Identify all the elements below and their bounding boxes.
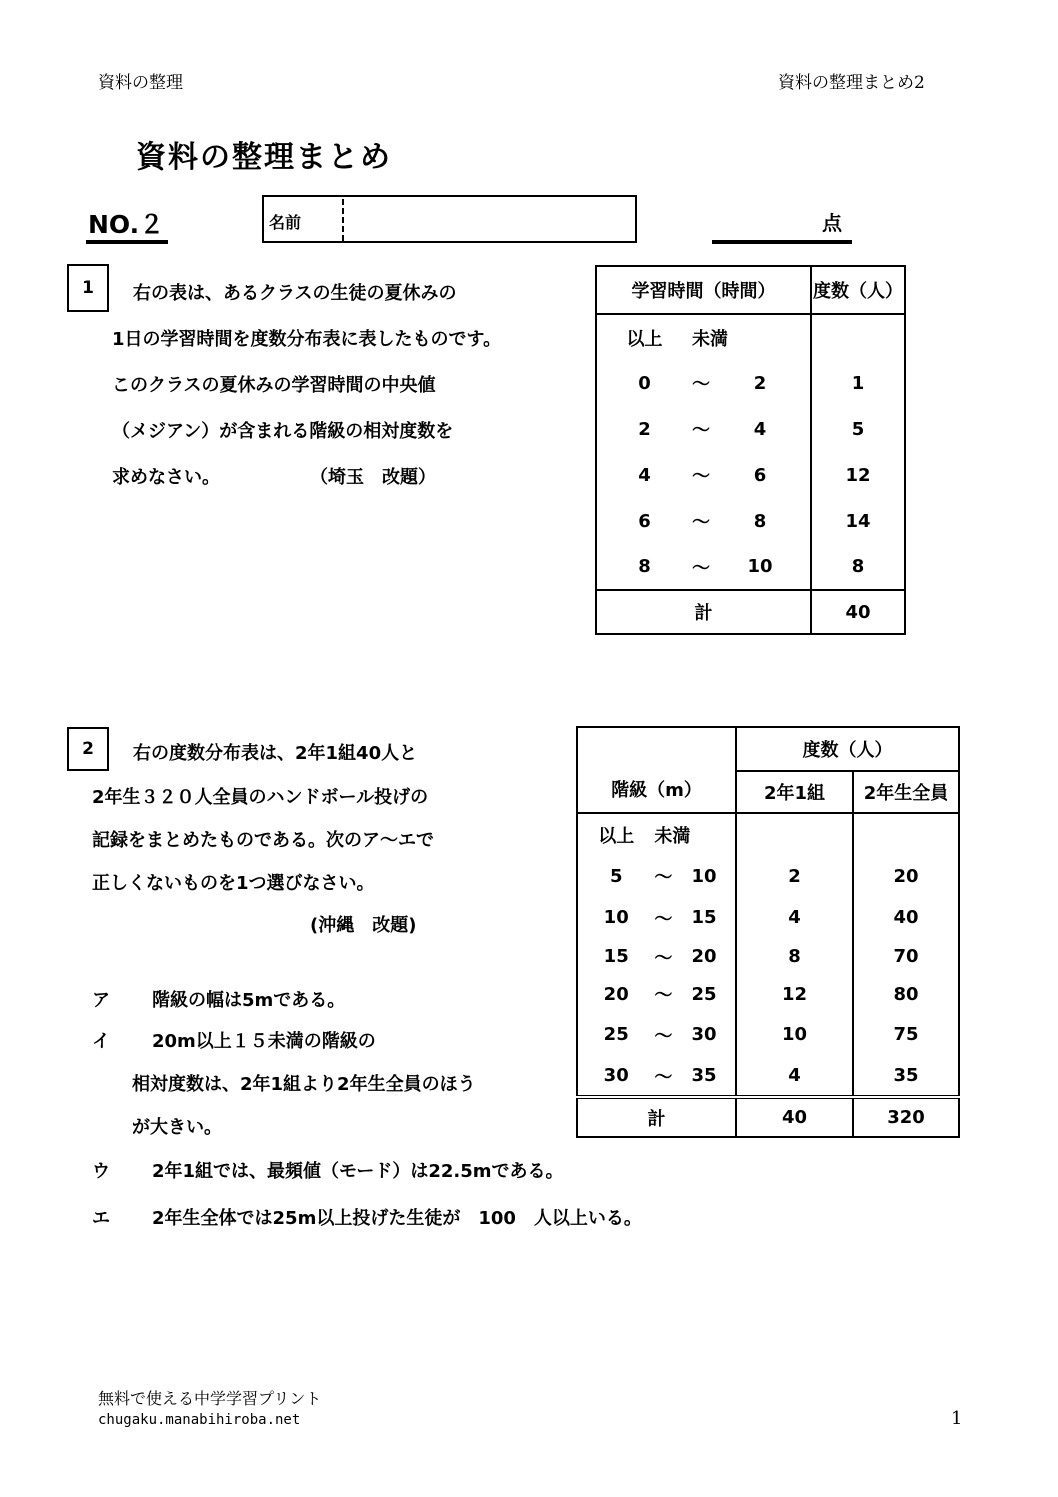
q2-source: (沖縄 改題) [310, 915, 417, 936]
q2-row-high: 25 [673, 975, 736, 1013]
q2-sub-high: 未満 [654, 813, 736, 855]
footer-text: 無料で使える中学学習プリント [98, 1389, 322, 1408]
q2-freq-header: 度数（人） [802, 740, 893, 761]
q1-row-tilde: ～ [692, 557, 710, 579]
q1-row-low: 6 [638, 510, 651, 532]
q1-row-high: 4 [710, 406, 811, 452]
q2-row-tilde: ～ [654, 1066, 673, 1088]
q2-total-b: 320 [887, 1107, 925, 1128]
name-divider [342, 199, 344, 241]
footer-url[interactable]: chugaku.manabihiroba.net [98, 1412, 301, 1428]
table-row [596, 406, 905, 452]
q2-option-text-i: 20m以上１５未満の階級の [152, 1031, 376, 1052]
q2-row-tilde: ～ [654, 908, 673, 930]
q1-row-tilde: ～ [692, 512, 710, 533]
table-row [596, 498, 905, 544]
q1-source: （埼玉 改題） [310, 467, 436, 488]
q1-row-freq: 1 [851, 372, 865, 394]
q2-option-label-u: ウ [92, 1161, 110, 1182]
q2-row-high: 30 [673, 1013, 736, 1056]
sheet-number-underline [86, 240, 168, 244]
q1-row-freq: 5 [851, 418, 865, 440]
q1-line-5: 求めなさい。 [112, 467, 220, 488]
q2-row-low: 30 [603, 1065, 629, 1086]
q1-row-freq: 8 [851, 556, 865, 577]
q1-col-freq-header: 度数（人） [813, 281, 903, 302]
table-row [577, 1056, 959, 1097]
table-row [577, 813, 959, 855]
q2-line-1: 右の度数分布表は、2年1組40人と [133, 743, 418, 764]
q1-row-high: 2 [710, 360, 811, 406]
q2-sub-low: 以上 [598, 825, 635, 847]
q1-total-label: 計 [596, 590, 811, 634]
q2-option-text-u: 2年1組では、最頻値（モード）は22.5mである。 [152, 1161, 564, 1182]
q2-row-tilde: ～ [654, 867, 673, 888]
q1-row-high: 6 [710, 452, 811, 498]
name-label: 名前 [269, 213, 302, 232]
q2-row-low: 20 [603, 983, 629, 1005]
q2-row-a: 10 [736, 1013, 853, 1056]
q1-row-low: 0 [638, 372, 651, 394]
q2-row-a: 12 [736, 975, 853, 1013]
score-underline [712, 240, 852, 244]
q2-total-label: 計 [577, 1097, 736, 1137]
header-right: 資料の整理まとめ2 [778, 73, 925, 93]
table-header-row [577, 727, 959, 771]
q2-row-tilde: ～ [654, 1025, 673, 1047]
page-number: 1 [951, 1408, 963, 1429]
table-row [577, 855, 959, 897]
q1-col-class-header: 学習時間（時間） [596, 266, 811, 314]
q2-col-a-header: 2年1組 [736, 771, 853, 813]
q1-row-high: 10 [710, 544, 811, 590]
table-row [596, 314, 905, 360]
question-2-number: 2 [67, 727, 109, 771]
sheet-number: NO.２ [88, 210, 165, 239]
q2-row-high: 35 [673, 1056, 736, 1097]
q1-row-tilde: ～ [692, 420, 710, 441]
q2-line-4: 正しくないものを1つ選びなさい。 [92, 873, 375, 894]
header-left: 資料の整理 [98, 73, 183, 93]
q2-row-a: 8 [736, 938, 853, 975]
table-row [577, 975, 959, 1013]
q2-row-low: 10 [603, 907, 629, 928]
q1-line-3: このクラスの夏休みの学習時間の中央値 [112, 375, 436, 396]
q2-option-label-i: イ [92, 1031, 110, 1052]
q2-row-b: 35 [893, 1065, 919, 1086]
q2-option-text-i-3: が大きい。 [132, 1117, 222, 1138]
q2-class-header: 階級（m） [577, 727, 736, 813]
q1-row-high: 8 [710, 498, 811, 544]
q2-frequency-table [576, 726, 960, 1138]
q2-row-high: 20 [673, 938, 736, 975]
table-row [596, 544, 905, 590]
q1-row-low: 2 [638, 418, 651, 440]
q2-sub-empty-a [736, 813, 853, 855]
q2-line-2: 2年生３２０人全員のハンドボール投げの [92, 787, 429, 808]
name-box [262, 195, 637, 243]
q1-line-1: 右の表は、あるクラスの生徒の夏休みの [133, 283, 457, 304]
q1-row-freq: 12 [845, 464, 871, 486]
q2-row-low: 15 [603, 946, 629, 967]
q2-option-text-a: 階級の幅は5mである。 [152, 990, 346, 1011]
q1-row-low: 8 [638, 556, 651, 577]
q1-row-tilde: ～ [692, 374, 710, 395]
table-total-row [596, 590, 905, 634]
q1-frequency-table [595, 265, 906, 635]
q1-sub-high: 未満 [692, 314, 811, 360]
q2-col-b-header: 2年生全員 [863, 783, 949, 804]
q1-row-tilde: ～ [692, 466, 710, 487]
page-title: 資料の整理まとめ [136, 140, 392, 175]
q2-row-low: 25 [603, 1024, 629, 1045]
name-field[interactable] [348, 199, 633, 241]
q1-sub-low: 以上 [626, 328, 663, 350]
score-label: 点 [822, 211, 842, 235]
q1-row-low: 4 [638, 464, 651, 486]
q2-row-high: 10 [673, 855, 736, 897]
q2-row-b: 75 [893, 1024, 919, 1045]
q2-row-tilde: ～ [654, 947, 673, 969]
table-header-row [596, 266, 905, 314]
q2-option-label-a: ア [92, 990, 110, 1011]
q2-option-label-e: エ [92, 1208, 110, 1229]
q2-row-b: 80 [893, 983, 919, 1005]
q2-line-3: 記録をまとめたものである。次のア～エで [92, 830, 434, 851]
q1-total-value: 40 [845, 601, 871, 623]
q2-row-a: 4 [736, 897, 853, 938]
q2-row-b: 20 [893, 865, 919, 887]
table-row [596, 452, 905, 498]
question-1-number: 1 [67, 264, 109, 312]
q2-option-text-i-2: 相対度数は、2年1組より2年生全員のほう [132, 1074, 476, 1095]
q2-total-a: 40 [736, 1097, 853, 1137]
q1-row-freq: 14 [845, 510, 871, 532]
q2-row-b: 40 [893, 907, 919, 928]
q2-sub-empty-b [853, 813, 959, 855]
q2-row-high: 15 [673, 897, 736, 938]
q2-row-a: 4 [736, 1056, 853, 1097]
q1-line-4: （メジアン）が含まれる階級の相対度数を [112, 421, 454, 442]
q2-row-b: 70 [893, 946, 919, 967]
q2-row-tilde: ～ [654, 985, 673, 1006]
table-total-row [577, 1097, 959, 1137]
q2-row-low: 5 [609, 865, 623, 887]
table-row [596, 360, 905, 406]
table-row [577, 1013, 959, 1056]
q2-option-text-e: 2年生全体では25m以上投げた生徒が 100 人以上いる。 [152, 1208, 642, 1229]
q1-line-2: 1日の学習時間を度数分布表に表したものです。 [112, 329, 502, 350]
q2-row-a: 2 [736, 855, 853, 897]
table-row [577, 938, 959, 975]
q1-sub-empty [811, 314, 905, 360]
table-row [577, 897, 959, 938]
